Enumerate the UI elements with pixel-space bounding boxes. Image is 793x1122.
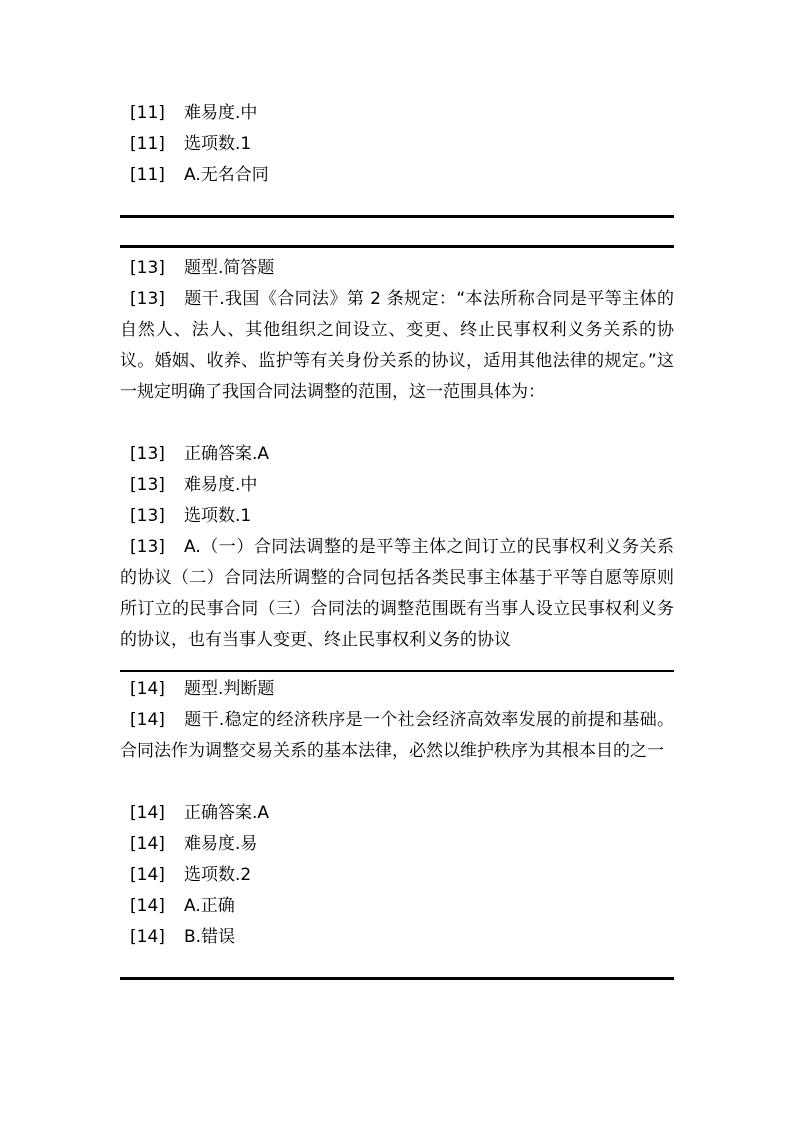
question-11 (120, 98, 674, 191)
q13-type-line (120, 253, 674, 284)
question-type: 题型.简答题 (184, 258, 275, 278)
q14-stem (120, 705, 674, 798)
correct-answer: 正确答案.A (184, 803, 270, 823)
q13-answer-line (120, 439, 674, 470)
question-tag: [14] (130, 927, 165, 947)
question-stem: 题干.稳定的经济秩序是一个社会经济高效率发展的前提和基础。合同法作为调整交易关系的基本法律，必然以维护秩序为其根本目的之一 (120, 710, 674, 761)
question-tag: [11] (130, 134, 165, 154)
q14-type-line (120, 674, 674, 705)
document-page (120, 98, 674, 980)
question-tag: [14] (130, 803, 165, 823)
option-a: A.正确 (184, 896, 235, 916)
question-14 (120, 674, 674, 953)
q14-option-a-line (120, 891, 674, 922)
separator-rule (120, 245, 674, 248)
separator-rule (120, 977, 674, 980)
difficulty: 难易度.中 (184, 103, 258, 123)
question-tag: [13] (130, 258, 165, 278)
question-tag: [13] (130, 475, 165, 495)
option-b: B.错误 (184, 927, 236, 947)
question-tag: [14] (130, 679, 165, 699)
question-tag: [13] (130, 537, 165, 557)
correct-answer: 正确答案.A (184, 444, 270, 464)
q11-option-count-line (120, 129, 674, 160)
question-tag: [14] (130, 865, 165, 885)
separator-rule (120, 215, 674, 218)
q14-difficulty-line (120, 829, 674, 860)
option-count: 选项数.1 (184, 134, 252, 154)
difficulty: 难易度.中 (184, 475, 258, 495)
q14-answer-line (120, 798, 674, 829)
question-type: 题型.判断题 (184, 679, 275, 699)
question-tag: [13] (130, 444, 165, 464)
question-tag: [11] (130, 165, 165, 185)
question-tag: [14] (130, 896, 165, 916)
difficulty: 难易度.易 (184, 834, 258, 854)
q11-option-a-line (120, 160, 674, 191)
option-a: A.（一）合同法调整的是平等主体之间订立的民事权利义务关系的协议（二）合同法所调整的合同包括各类民事主体基于平等自愿等原则所订立的民事合同（三）合同法的调整范围既有当事人设立民事权利义务的协议，也有当事人变更、终止民事权利义务的协议 (120, 537, 674, 650)
q14-option-b-line (120, 922, 674, 953)
question-tag: [14] (130, 710, 165, 730)
q11-difficulty-line (120, 98, 674, 129)
q14-option-count-line (120, 860, 674, 891)
option-count: 选项数.2 (184, 865, 252, 885)
separator-rule (120, 670, 674, 672)
q13-difficulty-line (120, 470, 674, 501)
option-a: A.无名合同 (184, 165, 269, 185)
option-count: 选项数.1 (184, 506, 252, 526)
question-tag: [13] (130, 506, 165, 526)
question-tag: [14] (130, 834, 165, 854)
question-13 (120, 253, 674, 656)
q13-option-count-line (120, 501, 674, 532)
question-tag: [11] (130, 103, 165, 123)
q13-stem (120, 284, 674, 439)
question-stem: 题干.我国《合同法》第 2 条规定：“本法所称合同是平等主体的自然人、法人、其他组织之间设立、变更、终止民事权利义务关系的协议。婚姻、收养、监护等有关身份关系的协议，适用其他法律的规定。”这一规定明确了我国合同法调整的范围，这一范围具体为： (120, 289, 674, 402)
question-tag: [13] (130, 289, 165, 309)
q13-option-a (120, 532, 674, 656)
